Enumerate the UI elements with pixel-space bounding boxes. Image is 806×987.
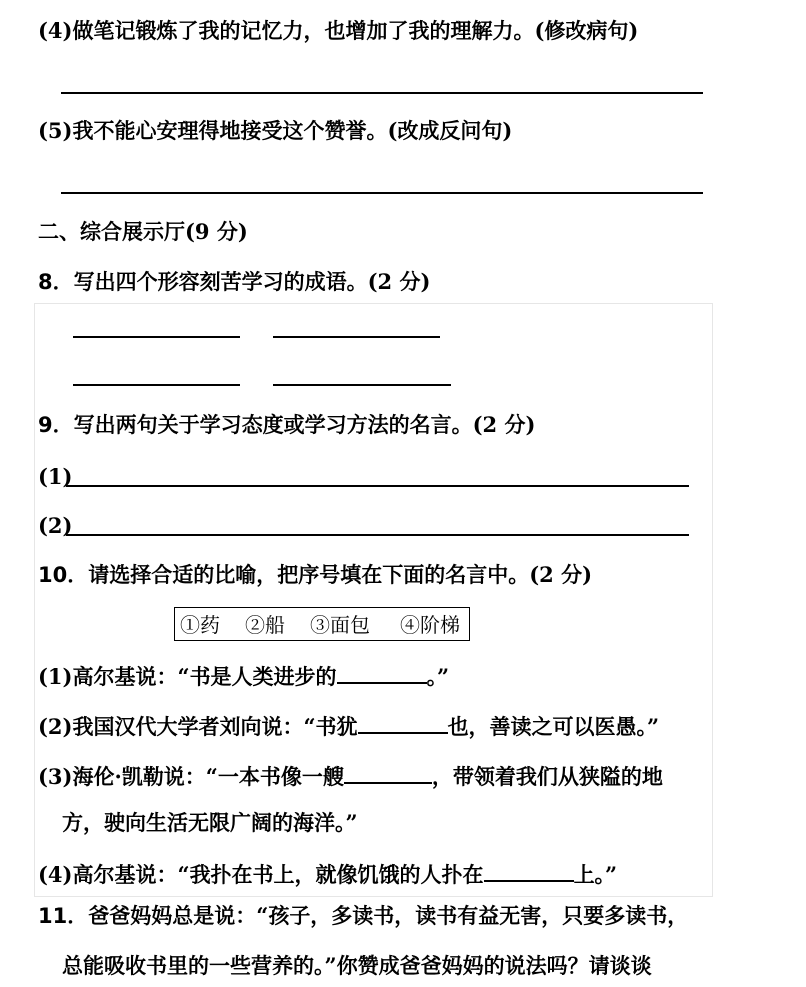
q10-s4-end: 上。” [573, 862, 618, 887]
q10-s2-end: 也，善读之可以医愚。” [447, 714, 660, 739]
q8-answer-line-4[interactable] [273, 384, 451, 386]
question-11-line-2: 总能吸收书里的一些营养的。”你赞成爸爸妈妈的说法吗？请谈谈 [62, 953, 652, 978]
option-2: ②船 [245, 613, 285, 637]
option-1: ①药 [180, 613, 220, 637]
q9-label-1: (1) [38, 464, 73, 489]
q9-answer-line-2[interactable] [66, 534, 689, 536]
q9-label-2: (2) [38, 513, 73, 538]
q7-item-5: (5)我不能心安理得地接受这个赞誉。(改成反问句) [38, 118, 513, 143]
q9-answer-line-1[interactable] [66, 485, 689, 487]
option-4: ④阶梯 [400, 613, 460, 637]
q10-s2-blank[interactable] [358, 710, 448, 734]
question-10 [38, 561, 592, 589]
question-11-line-1: ．爸爸妈妈总是说：“孩子，多读书，读书有益无害，只要多读书， [67, 903, 689, 928]
question-8-text: ．写出四个形容刻苦学习的成语。(2 分) [52, 269, 431, 294]
q7-item-4: (4)做笔记锻炼了我的记忆力，也增加了我的理解力。(修改病句) [38, 18, 639, 43]
q10-s1-blank[interactable] [337, 660, 427, 684]
q10-sentence-4 [38, 858, 617, 889]
q7-item-4-answer-line[interactable] [61, 92, 703, 94]
q10-s3-text: (3)海伦·凯勒说：“一本书像一艘 [38, 764, 344, 789]
option-3: ③面包 [310, 613, 370, 637]
q10-sentence-1 [38, 660, 449, 691]
q10-s1-end: 。” [426, 664, 450, 689]
q8-answer-line-2[interactable] [273, 336, 440, 338]
q10-sentence-2 [38, 710, 659, 741]
question-11-number: 11 [38, 904, 68, 928]
q10-s4-blank[interactable] [484, 858, 574, 882]
question-9-text: ．写出两句关于学习态度或学习方法的名言。(2 分) [52, 412, 536, 437]
question-8-number: 8 [38, 270, 53, 294]
q10-s3-end: ，带领着我们从狭隘的地 [431, 764, 663, 789]
question-10-number: 10 [38, 563, 68, 587]
q10-s3-blank[interactable] [344, 760, 432, 784]
q7-item-5-answer-line[interactable] [61, 192, 703, 194]
q8-answer-line-3[interactable] [73, 384, 240, 386]
question-9-number: 9 [38, 413, 53, 437]
q10-s3-continuation: 方，驶向生活无限广阔的海洋。” [62, 810, 358, 835]
q10-s1-text: (1)高尔基说：“书是人类进步的 [38, 664, 337, 689]
q8-answer-line-1[interactable] [73, 336, 240, 338]
q10-s4-text: (4)高尔基说：“我扑在书上，就像饥饿的人扑在 [38, 862, 484, 887]
section-2-heading: 二、综合展示厅(9 分) [38, 219, 248, 244]
question-11 [38, 902, 688, 930]
question-9 [38, 411, 535, 439]
options-box [174, 607, 470, 641]
question-10-text: ．请选择合适的比喻，把序号填在下面的名言中。(2 分) [67, 562, 593, 587]
question-8 [38, 268, 430, 296]
answer-panel [34, 303, 713, 897]
q10-sentence-3 [38, 760, 663, 791]
q10-s2-text: (2)我国汉代大学者刘向说：“书犹 [38, 714, 358, 739]
